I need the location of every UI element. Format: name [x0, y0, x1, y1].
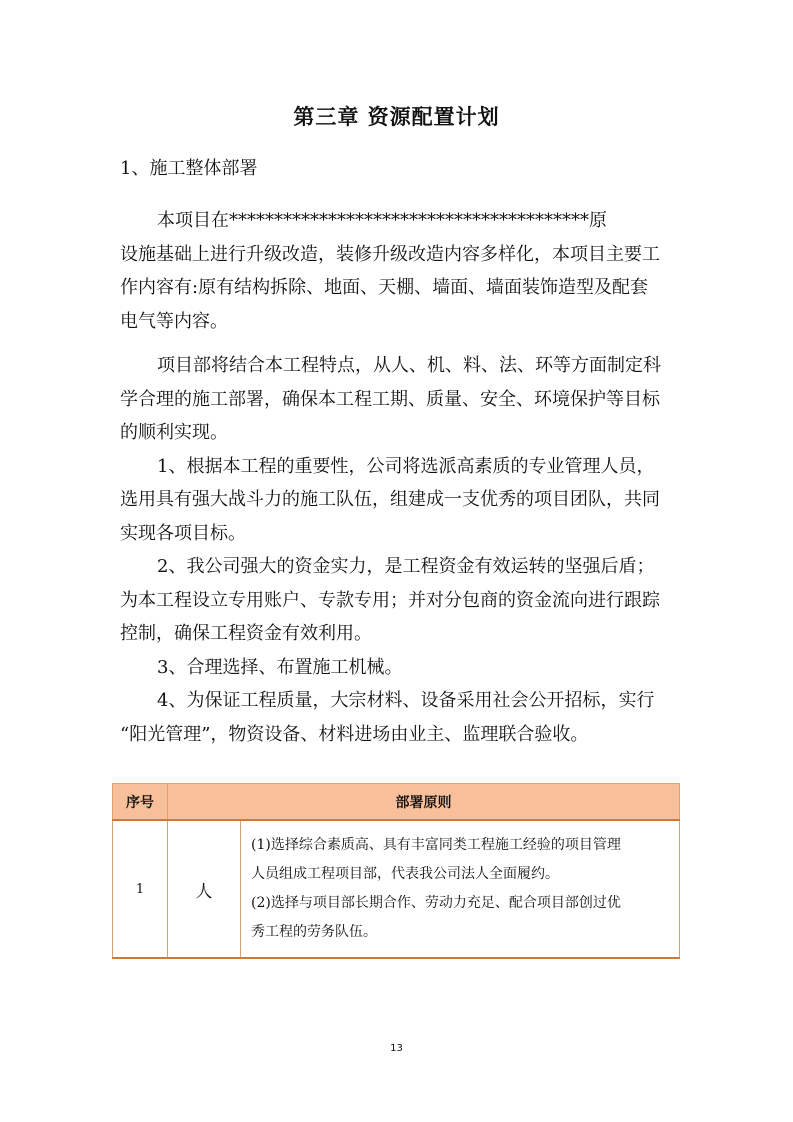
principle-line: (1)选择综合素质高、具有丰富同类工程施工经验的项目管理 [251, 837, 621, 853]
paragraph-line: 控制，确保工程资金有效利用。 [120, 623, 372, 644]
paragraph-line: 设施基础上进行升级改造，装修升级改造内容多样化，本项目主要工 [120, 243, 660, 265]
paragraph-item-2 [120, 550, 676, 651]
paragraph-line: 选用具有强大战斗力的施工队伍，组建成一支优秀的项目团队，共同 [120, 489, 660, 510]
paragraph-line: 项目部将结合本工程特点，从人、机、料、法、环等方面制定科 [157, 355, 661, 376]
paragraph-deployment-goal [120, 349, 676, 450]
principle-line: 人员组成工程项目部，代表我公司法人全面履约。 [251, 866, 559, 882]
deployment-principles-table [112, 783, 680, 959]
paragraph-line: 本项目在****************************************原 [157, 210, 607, 231]
paragraph-line: 2、我公司强大的资金实力，是工程资金有效运转的坚强后盾； [157, 556, 655, 577]
row-principles [241, 820, 680, 958]
paragraph-line: 电气等内容。 [120, 310, 228, 332]
paragraph-item-4 [120, 684, 676, 751]
row-category: 人 [168, 820, 241, 958]
header-principles: 部署原则 [168, 784, 680, 821]
paragraph-line: 4、为保证工程质量，大宗材料、设备采用社会公开招标，实行 [157, 690, 655, 711]
paragraph-item-3 [120, 651, 676, 685]
section-heading: 1、施工整体部署 [120, 158, 258, 179]
paragraph-line: 3、合理选择、布置施工机械。 [157, 656, 403, 678]
header-index: 序号 [113, 784, 168, 821]
paragraph-line: “阳光管理”，物资设备、材料进场由业主、监理联合验收。 [120, 723, 589, 745]
chapter-title: 第三章 资源配置计划 [293, 105, 500, 129]
row-index: 1 [113, 820, 168, 958]
paragraph-line: 学合理的施工部署，确保本工程工期、质量、安全、环境保护等目标 [120, 388, 660, 410]
deployment-table [112, 783, 680, 959]
paragraph-line: 实现各项目标。 [120, 522, 246, 544]
principle-line: (2)选择与项目部长期合作、劳动力充足、配合项目部创过优 [251, 895, 621, 911]
table-row [113, 820, 680, 958]
principle-line: 秀工程的劳务队伍。 [251, 924, 377, 940]
paragraph-line: 的顺利实现。 [120, 422, 228, 443]
page-number: 13 [390, 1043, 403, 1054]
paragraph-project-overview [120, 204, 676, 338]
paragraph-line: 作内容有:原有结构拆除、地面、天棚、墙面、墙面装饰造型及配套 [120, 277, 649, 298]
body-text [120, 204, 676, 751]
paragraph-item-1 [120, 450, 676, 551]
paragraph-line: 为本工程设立专用账户、专款专用；并对分包商的资金流向进行跟踪 [120, 589, 660, 611]
table-header-row [113, 784, 680, 821]
paragraph-line: 1、根据本工程的重要性，公司将选派高素质的专业管理人员， [157, 455, 655, 477]
